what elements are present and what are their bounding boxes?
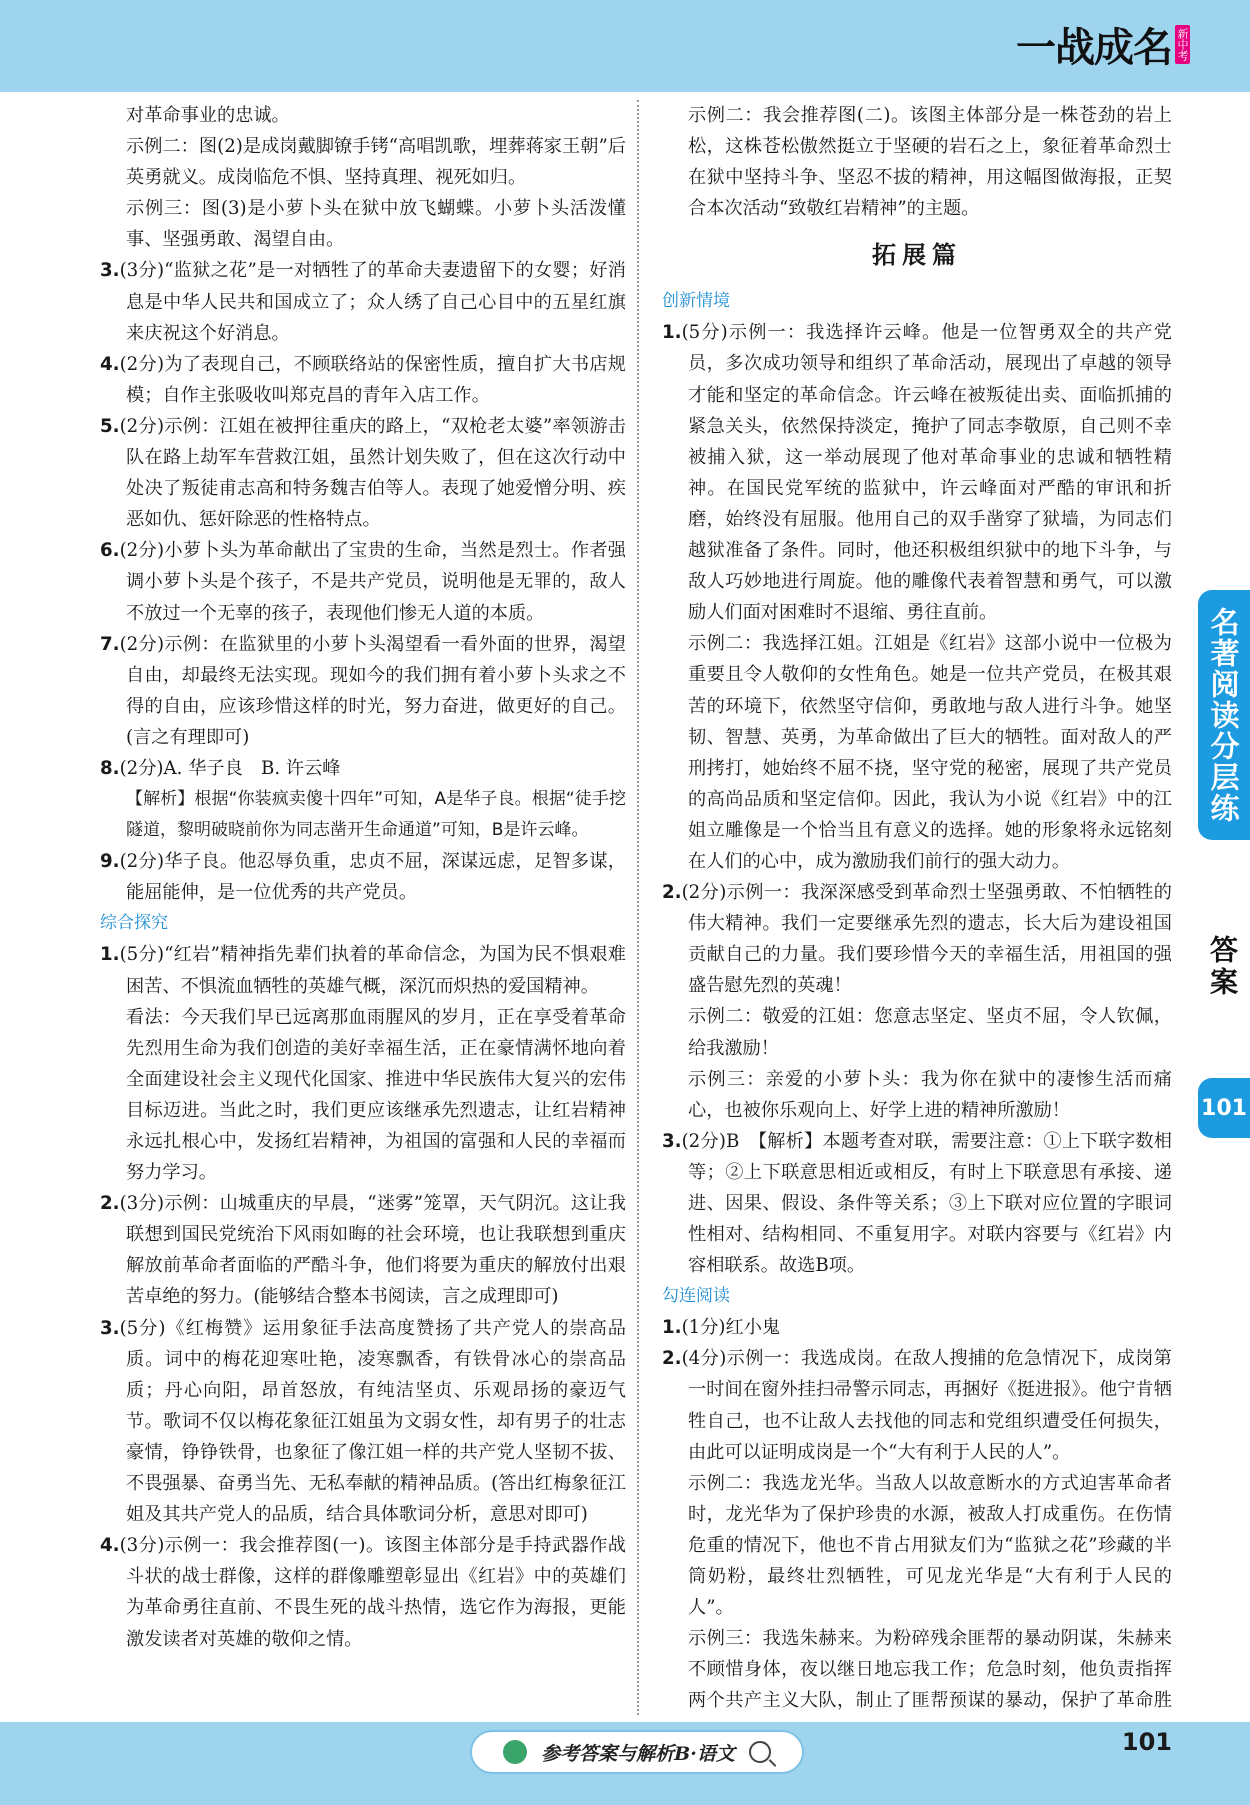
item-number: 3.: [100, 260, 120, 282]
footer-title: 参考答案与解析B·语文: [541, 1742, 735, 1765]
section-heading: 综合探究: [100, 913, 168, 934]
answer-item: [100, 629, 626, 753]
item-number: 8.: [100, 757, 120, 779]
footer-title-pill: [470, 1730, 804, 1774]
item-number: 9.: [100, 851, 120, 873]
item-number: 1.: [100, 944, 120, 966]
item-number: 2.: [662, 882, 682, 904]
item-number: 5.: [100, 415, 120, 437]
answer-paragraph: 示例三：亲爱的小萝卜头：我为你在狱中的凄惨生活而痛心，也被你乐观向上、好学上进的精神所激励！: [688, 1068, 1172, 1121]
answer-item: [100, 255, 626, 348]
side-page-number: 101: [1198, 1078, 1250, 1138]
item-text: (3分)示例一：我会推荐图(一)。该图主体部分是手持武器作战斗状的战士群像，这样的群像雕塑彰显出《红岩》中的英雄们为革命勇往直前、不畏生死的战斗热情，选它作为海报，更能激发读者对英雄的敬仰之情。: [119, 1535, 626, 1650]
answer-item: [662, 317, 1172, 628]
answer-item: [100, 535, 626, 628]
answer-paragraph: 示例二：我选龙光华。当敌人以故意断水的方式迫害革命者时，龙光华为了保护珍贵的水源，被敌人打成重伤。在伤情危重的情况下，他也不肯占用狱友们为“监狱之花”珍藏的半筒奶粉，最终壮烈牺牲，可见龙光华是“大有利于人民的人”。: [688, 1472, 1172, 1619]
item-number: 2.: [662, 1348, 682, 1370]
item-text: (2分)为了表现自己，不顾联络站的保密性质，擅自扩大书店规模；自作主张吸收叫郑克昌的青年入店工作。: [119, 353, 626, 406]
answer-paragraph: 示例三：图(3)是小萝卜头在狱中放飞蝴蝶。小萝卜头活泼懂事、坚强勇敢、渴望自由。: [126, 198, 626, 251]
answer-paragraph: 示例二：我会推荐图(二)。该图主体部分是一株苍劲的岩上松，这株苍松傲然挺立于坚硬的岩石之上，象征着革命烈士在狱中坚持斗争、坚忍不拔的精神，用这幅图做海报，正契合本次活动“致敬红岩精神”的主题。: [688, 105, 1172, 220]
item-number: 4.: [100, 353, 120, 375]
item-number: 6.: [100, 540, 120, 562]
section-heading: 创新情境: [662, 291, 730, 312]
column-divider: [637, 100, 639, 1715]
item-number: 2.: [100, 1193, 120, 1215]
answer-item: [662, 1343, 1172, 1467]
part-title: 拓展篇: [872, 240, 962, 270]
item-number: 3.: [100, 1317, 120, 1339]
item-text: (4分)示例一：我选成岗。在敌人搜捕的危急情况下，成岗第一时间在窗外挂扫帚警示同志，再捆好《挺进报》。他宁肯牺牲自己，也不让敌人去找他的同志和党组织遭受任何损失，由此可以证明成岗是一个“大有利于人民的人”。: [681, 1348, 1172, 1463]
answer-paragraph: 示例二：我选择江姐。江姐是《红岩》这部小说中一位极为重要且令人敬仰的女性角色。她是一位共产党员，在极其艰苦的环境下，依然坚守信仰，勇敢地与敌人进行斗争。她坚韧、智慧、英勇，为革命做出了巨大的牺牲。面对敌人的严刑拷打，她始终不屈不挠，坚守党的秘密，展现了共产党员的高尚品质和坚定信仰。因此，我认为小说《红岩》中的江姐立雕像是一个恰当且有意义的选择。她的形象将永远铭刻在人们的心中，成为激励我们前行的强大动力。: [688, 633, 1172, 872]
item-number: 1.: [662, 1317, 682, 1339]
item-text: (2分)小萝卜头为革命献出了宝贵的生命，当然是烈士。作者强调小萝卜头是个孩子，不是共产党员，说明他是无罪的，敌人不放过一个无辜的孩子，表现他们惨无人道的本质。: [119, 540, 626, 624]
answer-item: [100, 939, 626, 1001]
answer-item: [662, 1126, 1172, 1281]
answer-item: [100, 753, 626, 784]
side-answer-label: 答案: [1206, 935, 1239, 999]
answer-paragraph: 示例三：我选朱赫来。为粉碎残余匪帮的暴动阴谋，朱赫来不顾惜身体，夜以继日地忘我工作；危急时刻，他负责指挥两个共产主义大队，制止了匪帮预谋的暴动，保护了革命胜: [688, 1628, 1172, 1712]
answer-paragraph: 示例二：图(2)是成岗戴脚镣手铐“高唱凯歌，埋葬蒋家王朝”后英勇就义。成岗临危不惧、坚持真理、视死如归。: [126, 136, 626, 189]
answer-paragraph: 对革命事业的忠诚。: [126, 105, 290, 126]
footer-page-number: 101: [1121, 1728, 1172, 1756]
item-text: (1分)红小鬼: [681, 1317, 781, 1339]
item-text: (3分)“监狱之花”是一对牺牲了的革命夫妻遗留下的女婴；好消息是中华人民共和国成立了；众人绣了自己心目中的五星红旗来庆祝这个好消息。: [119, 260, 626, 344]
item-text: (2分)华子良。他忍辱负重，忠贞不屈，深谋远虑，足智多谋，能屈能伸，是一位优秀的共产党员。: [119, 851, 626, 904]
answer-item: [100, 1188, 626, 1312]
item-number: 1.: [662, 322, 682, 344]
item-number: 3.: [662, 1130, 682, 1152]
answer-paragraph: 看法：今天我们早已远离那血雨腥风的岁月，正在享受着革命先烈用生命为我们创造的美好幸福生活，正在豪情满怀地向着全面建设社会主义现代化国家、推进中华民族伟大复兴的宏伟目标迈进。当此之时，我们更应该继承先烈遗志，让红岩精神永远扎根心中，发扬红岩精神，为祖国的富强和人民的幸福而努力学习。: [126, 1006, 626, 1184]
item-number: 4.: [100, 1535, 120, 1557]
brand-badge: 新中考: [1175, 25, 1190, 64]
answer-item: [100, 411, 626, 535]
item-text: (5分)《红梅赞》运用象征手法高度赞扬了共产党人的崇高品质。词中的梅花迎寒吐艳，凌寒飘香，有铁骨冰心的崇高品质；丹心向阳，昂首怒放，有纯洁坚贞、乐观昂扬的豪迈气节。歌词不仅以梅花象征江姐虽为文弱女性，却有男子的壮志豪情，铮铮铁骨，也象征了像江姐一样的共产党人坚韧不拔、不畏强暴、奋勇当先、无私奉献的精神品质。(答出红梅象征江姐及其共产党人的品质，结合具体歌词分析，意思对即可): [119, 1317, 626, 1526]
item-text: (5分)示例一：我选择许云峰。他是一位智勇双全的共产党员，多次成功领导和组织了革命活动，展现出了卓越的领导才能和坚定的革命信念。许云峰在被叛徒出卖、面临抓捕的紧急关头，依然保持淡定，掩护了同志李敬原，自己则不幸被捕入狱，这一举动展现了他对革命事业的忠诚和牺牲精神。在国民党军统的监狱中，许云峰面对严酷的审讯和折磨，始终没有屈服。他用自己的双手凿穿了狱墙，为同志们越狱准备了条件。同时，他还积极组织狱中的地下斗争，与敌人巧妙地进行周旋。他的雕像代表着智慧和勇气，可以激励人们面对困难时不退缩、勇往直前。: [681, 322, 1172, 624]
analysis-note: 【解析】根据“你装疯卖傻十四年”可知，A是华子良。根据“徒手挖隧道，黎明破晓前你为同志凿开生命通道”可知，B是许云峰。: [126, 789, 626, 841]
answer-item: [100, 349, 626, 411]
item-text: (2分)示例：在监狱里的小萝卜头渴望看一看外面的世界，渴望自由，却最终无法实现。现如今的我们拥有着小萝卜头求之不得的自由，应该珍惜这样的时光，努力奋进，做更好的自己。(言之有理即可): [119, 633, 626, 748]
item-text: (2分)A. 华子良 B. 许云峰: [119, 757, 341, 779]
side-tab-book-reading: 名著阅读分层练: [1198, 590, 1250, 840]
left-column: [100, 100, 626, 1655]
item-text: (2分)B 【解析】本题考查对联，需要注意：①上下联字数相等；②上下联意思相近或相反，有时上下联意思有承接、递进、因果、假设、条件等关系；③上下联对应位置的字眼词性相对、结构相同、不重复用字。对联内容要与《红岩》内容相联系。故选B项。: [681, 1130, 1172, 1277]
brand-logo: [1016, 16, 1190, 73]
answer-item: [662, 1312, 1172, 1343]
answer-item: [100, 1313, 626, 1531]
item-text: (5分)“红岩”精神指先辈们执着的革命信念，为国为民不惧艰难困苦、不惧流血牺牲的英雄气概，深沉而炽热的爱国精神。: [119, 944, 626, 997]
magnifier-icon: [749, 1741, 771, 1763]
answer-paragraph: 示例二：敬爱的江姐：您意志坚定、坚贞不屈，令人钦佩，给我激励！: [688, 1006, 1172, 1059]
right-column: [662, 100, 1172, 1748]
brand-name: 一战成名: [1016, 25, 1172, 71]
item-number: 7.: [100, 633, 120, 655]
item-text: (2分)示例一：我深深感受到革命烈士坚强勇敢、不怕牺牲的伟大精神。我们一定要继承先烈的遗志，长大后为建设祖国贡献自己的力量。我们要珍惜今天的幸福生活，用祖国的强盛告慰先烈的英魂！: [681, 882, 1172, 997]
answer-item: [100, 1530, 626, 1654]
answer-item: [662, 877, 1172, 1001]
item-text: (3分)示例：山城重庆的早晨，“迷雾”笼罩，天气阴沉。这让我联想到国民党统治下风雨如晦的社会环境，也让我联想到重庆解放前革命者面临的严酷斗争，他们将要为重庆的解放付出艰苦卓绝的努力。(能够结合整本书阅读，言之成理即可): [119, 1193, 626, 1308]
leaf-icon: [503, 1740, 527, 1764]
answer-item: [100, 846, 626, 908]
item-text: (2分)示例：江姐在被押往重庆的路上，“双枪老太婆”率领游击队在路上劫军车营救江姐，虽然计划失败了，但在这次行动中处决了叛徒甫志高和特务魏吉伯等人。表现了她爱憎分明、疾恶如仇、惩奸除恶的性格特点。: [119, 415, 626, 531]
section-heading: 勾连阅读: [662, 1286, 730, 1307]
